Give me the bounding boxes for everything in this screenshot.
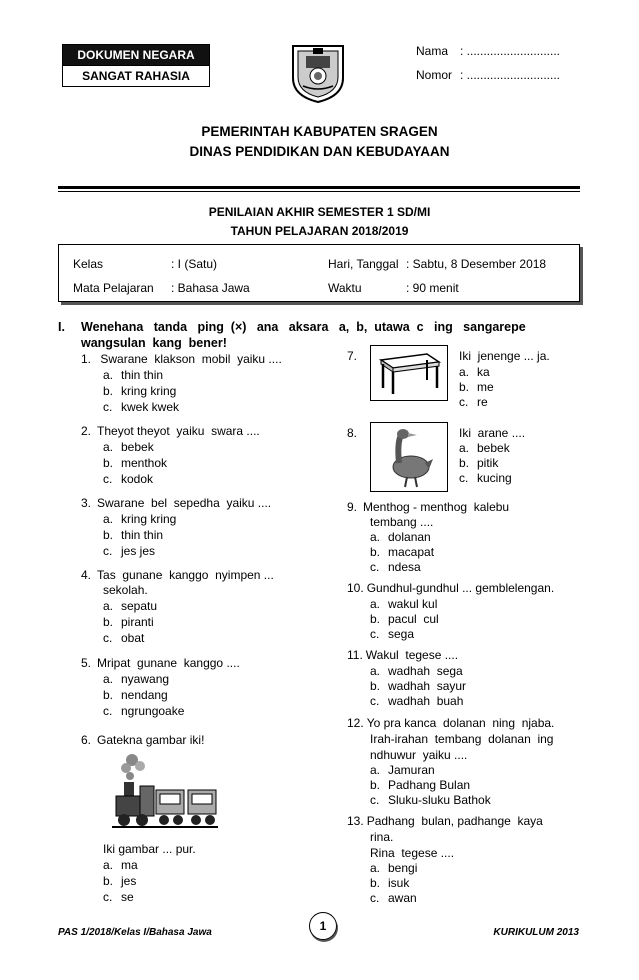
q4-option-b[interactable]: b. piranti — [103, 615, 154, 629]
classification-top: DOKUMEN NEGARA — [63, 45, 209, 65]
waktu-label: Waktu — [328, 281, 362, 295]
name-value: : ............................ — [460, 44, 561, 58]
question-8-text: Iki arane .... — [459, 426, 526, 440]
footer-left: PAS 1/2018/Kelas I/Bahasa Jawa — [58, 927, 212, 938]
question-2: 2. Theyot theyot yaiku swara .... — [81, 424, 260, 438]
q3-option-a[interactable]: a. kring kring — [103, 512, 177, 526]
q7-option-b[interactable]: b. me — [459, 380, 494, 394]
classification-bottom: SANGAT RAHASIA — [63, 65, 209, 86]
q7-option-a[interactable]: a. ka — [459, 365, 490, 379]
q10-option-c[interactable]: c. sega — [370, 627, 415, 641]
q9-option-b[interactable]: b. macapat — [370, 545, 435, 559]
q2-option-a[interactable]: a. bebek — [103, 440, 154, 454]
number-label: Nomor — [416, 68, 453, 82]
q10-option-b[interactable]: b. pacul cul — [370, 612, 439, 626]
kelas-label: Kelas — [73, 257, 104, 271]
question-1 — [81, 352, 282, 367]
mapel-label: Mata Pelajaran — [73, 281, 154, 295]
section-instruction-line2: wangsulan kang bener! — [81, 336, 227, 350]
train-illustration-icon — [110, 752, 220, 832]
question-12-cont2: ndhuwur yaiku .... — [370, 748, 468, 762]
kelas-value: : I (Satu) — [171, 257, 218, 271]
question-5: 5. Mripat gunane kanggo .... — [81, 656, 240, 670]
question-9: 9. Menthog - menthog kalebu — [347, 500, 510, 514]
question-7-number: 7. — [347, 349, 358, 363]
table-illustration-icon — [371, 346, 447, 400]
q4-option-a[interactable]: a. sepatu — [103, 599, 158, 613]
exam-title: PENILAIAN AKHIR SEMESTER 1 SD/MI — [208, 205, 431, 219]
question-6: 6. Gatekna gambar iki! — [81, 733, 205, 747]
question-3: 3. Swarane bel sepedha yaiku .... — [81, 496, 272, 510]
mapel-value: : Bahasa Jawa — [171, 281, 250, 295]
footer-right: KURIKULUM 2013 — [493, 927, 579, 938]
question-12: 12. Yo pra kanca dolanan ning njaba. — [347, 716, 555, 730]
q3-option-c[interactable]: c. jes jes — [103, 544, 156, 558]
title-department: DINAS PENDIDIKAN DAN KEBUDAYAAN — [189, 144, 450, 159]
q8-image-frame — [370, 422, 448, 492]
q11-option-c[interactable]: c. wadhah buah — [370, 694, 464, 708]
question-8-number: 8. — [347, 426, 358, 440]
q11-option-b[interactable]: b. wadhah sayur — [370, 679, 467, 693]
q5-option-b[interactable]: b. nendang — [103, 688, 168, 702]
header-rule — [58, 186, 580, 189]
title-government: PEMERINTAH KABUPATEN SRAGEN — [201, 124, 438, 139]
q5-option-c[interactable]: c. ngrungoake — [103, 704, 185, 718]
question-number: 1. — [81, 352, 92, 366]
q13-option-a[interactable]: a. bengi — [370, 861, 418, 875]
q1-option-c[interactable]: c. kwek kwek — [103, 400, 180, 414]
question-13: 13. Padhang bulan, padhange kaya — [347, 814, 543, 828]
q3-option-b[interactable]: b. thin thin — [103, 528, 164, 542]
question-7-text: Iki jenenge ... ja. — [459, 349, 550, 363]
number-field — [416, 68, 560, 82]
waktu-value: : 90 menit — [406, 281, 459, 295]
q8-option-a[interactable]: a. bebek — [459, 441, 510, 455]
question-4: 4. Tas gunane kanggo nyimpen ... — [81, 568, 274, 582]
q1-option-b[interactable]: b. kring kring — [103, 384, 177, 398]
question-4-cont: sekolah. — [103, 583, 148, 597]
q13-option-b[interactable]: b. isuk — [370, 876, 410, 890]
question-12-cont1: Irah-irahan tembang dolanan ing — [370, 732, 554, 746]
exam-info-box — [58, 244, 580, 302]
q8-option-b[interactable]: b. pitik — [459, 456, 499, 470]
q7-image-frame — [370, 345, 448, 401]
q9-option-c[interactable]: c. ndesa — [370, 560, 421, 574]
hari-label: Hari, Tanggal — [328, 257, 399, 271]
question-text: Swarane klakson mobil yaiku .... — [100, 352, 282, 366]
question-13-cont1: rina. — [370, 830, 394, 844]
q6-option-a[interactable]: a. ma — [103, 858, 138, 872]
header-rule-thin — [58, 191, 580, 192]
q10-option-a[interactable]: a. wakul kul — [370, 597, 438, 611]
q7-option-c[interactable]: c. re — [459, 395, 488, 409]
q1-option-a[interactable]: a. thin thin — [103, 368, 164, 382]
page-number: 1 — [309, 912, 337, 940]
name-field — [416, 44, 560, 58]
question-9-cont: tembang .... — [370, 515, 434, 529]
name-label: Nama — [416, 44, 449, 58]
q12-option-a[interactable]: a. Jamuran — [370, 763, 435, 777]
q12-option-b[interactable]: b. Padhang Bulan — [370, 778, 471, 792]
question-10: 10. Gundhul-gundhul ... gemblelengan. — [347, 581, 555, 595]
q6-option-b[interactable]: b. jes — [103, 874, 137, 888]
hari-value: : Sabtu, 8 Desember 2018 — [406, 257, 547, 271]
question-11: 11. Wakul tegese .... — [347, 648, 459, 662]
section-number: I. — [58, 320, 65, 334]
q6-option-c[interactable]: c. se — [103, 890, 134, 904]
q2-option-b[interactable]: b. menthok — [103, 456, 168, 470]
classification-box — [62, 44, 210, 87]
q12-option-c[interactable]: c. Sluku-sluku Bathok — [370, 793, 491, 807]
q4-option-c[interactable]: c. obat — [103, 631, 145, 645]
number-value: : ............................ — [460, 68, 561, 82]
question-6-prompt: Iki gambar ... pur. — [103, 842, 196, 856]
section-instruction-line1: Wenehana tanda ping (×) ana aksara a, b, utawa c ing sangarepe — [81, 320, 526, 334]
q5-option-a[interactable]: a. nyawang — [103, 672, 170, 686]
q8-option-c[interactable]: c. kucing — [459, 471, 512, 485]
q11-option-a[interactable]: a. wadhah sega — [370, 664, 463, 678]
q9-option-a[interactable]: a. dolanan — [370, 530, 431, 544]
exam-year: TAHUN PELAJARAN 2018/2019 — [230, 224, 409, 238]
duck-illustration-icon — [371, 423, 447, 491]
q2-option-c[interactable]: c. kodok — [103, 472, 154, 486]
q13-option-c[interactable]: c. awan — [370, 891, 417, 905]
sragen-emblem-icon — [289, 42, 347, 104]
question-13-cont2: Rina tegese .... — [370, 846, 455, 860]
